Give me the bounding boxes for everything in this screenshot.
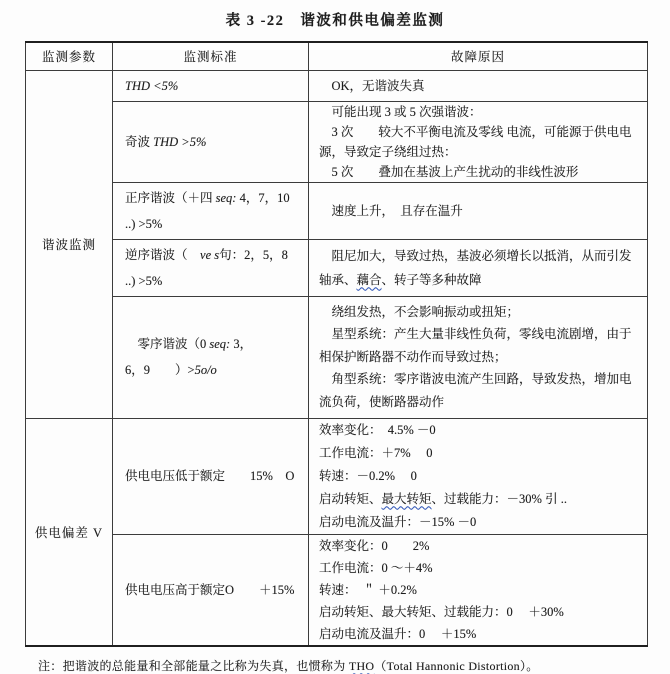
standard-cell: 供电电压低于额定 15% O: [113, 418, 309, 534]
header-row: [26, 42, 648, 70]
standard-cell: 零序谐波（0 seq: 3， 6，9 ）>5o/o: [113, 296, 309, 418]
cause-cell: 绕组发热，不会影响振动或扭矩； 星型系统：产生大量非线性负荷，零线电流剧增，由于 相保护断路器不动作而导致过热； 角型系统：零序谐波电流产生回路，导致发热，增加电 流负荷，使断路器动作: [309, 296, 648, 418]
standard-cell: 逆序谐波（ ve s句：2，5，8 ..) >5%: [113, 239, 309, 296]
standard-cell: 正序谐波（＋四 seq: 4，7，10 ..) >5%: [113, 182, 309, 239]
footnote-text: 注：把谐波的总能量和全部能量之比称为失真，也惯称为: [38, 658, 349, 673]
standard-cell: THD <5%: [113, 70, 309, 101]
monitoring-table: [25, 41, 648, 647]
cause-cell: 效率变化：0 2% 工作电流：0 ～＋4% 转速： ＂ ＋0.2% 启动转矩、最大转矩、过载能力：0 ＋30% 启动电流及温升：0 ＋15%: [309, 534, 648, 646]
header-cause: 故障原因: [309, 42, 648, 70]
table-title: 表 3 -22 谐波和供电偏差监测: [225, 13, 445, 29]
table-row: [26, 182, 648, 239]
table-row: [26, 296, 648, 418]
table-row: [26, 418, 648, 534]
param-cell-supply-deviation: 供电偏差 V: [26, 418, 113, 646]
table-row: [26, 534, 648, 646]
footnote: [38, 657, 670, 674]
table-row: [26, 239, 648, 296]
param-cell-harmonics: 谐波监测: [26, 70, 113, 418]
cause-cell: 阻尼加大，导致过热，基波必须增长以抵消，从而引发 轴承、藕合、转子等多种故障: [309, 239, 648, 296]
cause-cell: 可能出现 3 或 5 次强谐波： 3 次 较大不平衡电流及零线 电流，可能源于供电电 源，导致定子绕组过热： 5 次 叠加在基波上产生扰动的非线性波形: [309, 101, 648, 182]
footnote-term-tho: THO: [348, 658, 375, 673]
footnote-suffix: （Total Hannonic Distortion）。: [374, 658, 539, 673]
header-param: 监测参数: [26, 42, 113, 70]
cause-cell: 效率变化： 4.5% －0 工作电流：＋7% 0 转速：－0.2% 0 启动转矩、最大转矩、过载能力：－30% 引 .. 启动电流及温升：－15% －0: [309, 418, 648, 534]
cause-cell: OK，无谐波失真: [309, 70, 648, 101]
table-row: [26, 101, 648, 182]
standard-cell: 奇波 THD >5%: [113, 101, 309, 182]
standard-cell: 供电电压高于额定O ＋15%: [113, 534, 309, 646]
cause-cell: 速度上升， 且存在温升: [309, 182, 648, 239]
header-standard: 监测标准: [113, 42, 309, 70]
table-row: [26, 70, 648, 101]
